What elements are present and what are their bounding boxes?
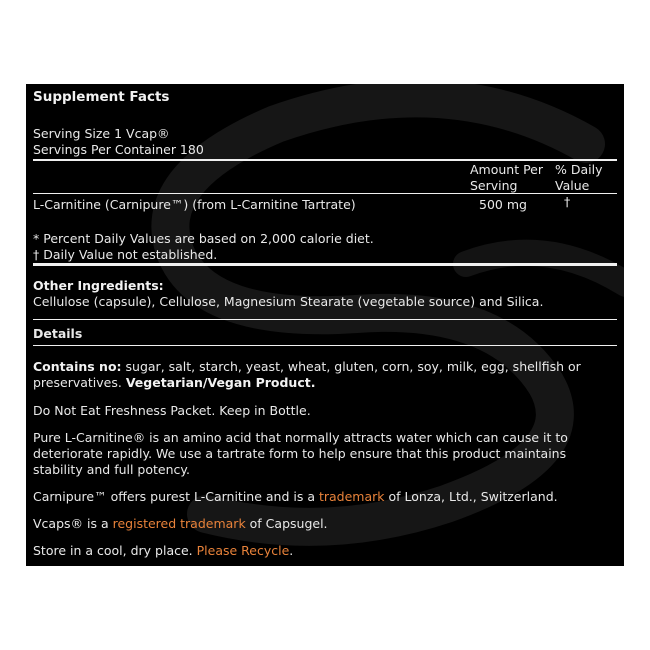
ingredient-daily-value: †	[564, 194, 571, 209]
divider-header	[33, 193, 617, 194]
column-header-amount: Amount Per Serving	[470, 162, 544, 193]
footnotes	[33, 231, 374, 263]
divider-details	[33, 345, 617, 346]
registered-trademark-link[interactable]: registered trademark	[112, 516, 246, 531]
column-header-daily-value: % Daily Value	[555, 162, 603, 193]
footnote-dagger: † Daily Value not established.	[33, 247, 218, 262]
serving-size: Serving Size 1 Vcap®	[33, 126, 170, 141]
other-ingredients-text: Cellulose (capsule), Cellulose, Magnesium Stearate (vegetable source) and Silica.	[33, 294, 544, 309]
contains-no-label: Contains no:	[33, 359, 122, 374]
contains-no-paragraph	[33, 359, 617, 391]
contains-no-text: sugar, salt, starch, yeast, wheat, gluten, corn, soy, milk, egg, shellfish or preservatives.	[33, 359, 581, 390]
serving-info	[33, 126, 204, 158]
vegan-label: Vegetarian/Vegan Product.	[125, 375, 316, 390]
carnipure-note: Carnipure™ offers purest L-Carnitine and is a trademark of Lonza, Ltd., Switzerland.	[33, 489, 558, 504]
carnitine-info: Pure L-Carnitine® is an amino acid that normally attracts water which can cause it to deteriorate rapidly. We use a tartrate form to help ensure that this product maintains stability and full potency.	[33, 430, 568, 477]
supplement-facts-panel	[26, 84, 624, 566]
other-ingredients-label: Other Ingredients:	[33, 278, 164, 293]
footnote-percent: * Percent Daily Values are based on 2,000 calorie diet.	[33, 231, 374, 246]
other-ingredients	[33, 278, 617, 310]
vcaps-note: Vcaps® is a registered trademark of Capsugel.	[33, 516, 328, 531]
divider-other	[33, 319, 617, 320]
panel-title: Supplement Facts	[33, 89, 170, 105]
divider-top	[33, 159, 617, 161]
servings-per-container: Servings Per Container 180	[33, 142, 204, 157]
storage-note: Store in a cool, dry place. Please Recycle.	[33, 543, 294, 558]
details-heading: Details	[33, 326, 83, 341]
please-recycle-link[interactable]: Please Recycle	[196, 543, 290, 558]
ingredient-name: L-Carnitine (Carnipure™) (from L-Carnitine Tartrate)	[33, 197, 356, 212]
divider-thick	[33, 263, 617, 266]
trademark-link[interactable]: trademark	[318, 489, 385, 504]
freshness-note: Do Not Eat Freshness Packet. Keep in Bottle.	[33, 403, 311, 418]
ingredient-amount: 500 mg	[479, 197, 527, 212]
